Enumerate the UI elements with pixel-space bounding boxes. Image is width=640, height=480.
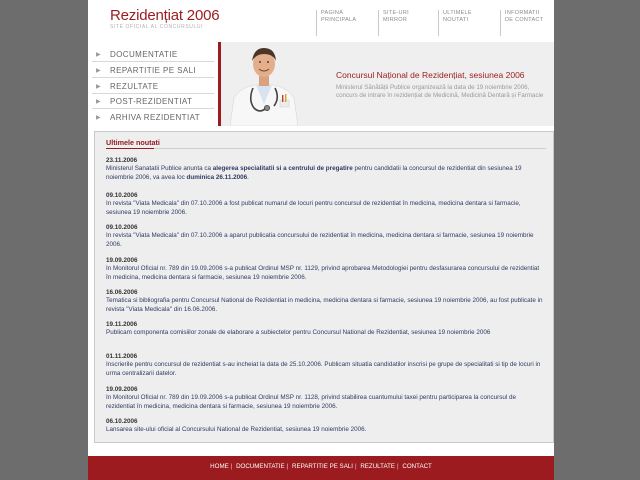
footer-link-repartitie[interactable]: REPARTITIE PE SALI bbox=[292, 463, 353, 470]
top-nav-home-line1: PAGINA bbox=[321, 10, 344, 16]
arrow-right-icon: ▶ bbox=[96, 68, 102, 74]
footer-link-home[interactable]: HOME bbox=[210, 463, 229, 470]
news-text-part: . bbox=[247, 173, 249, 181]
news-divider-accent bbox=[106, 148, 154, 149]
sidebar-menu bbox=[88, 42, 216, 126]
news-item bbox=[106, 386, 546, 411]
news-date: 19.09.2006 bbox=[106, 386, 138, 393]
news-date: 01.11.2006 bbox=[106, 353, 138, 360]
top-nav-contact-line2: DE CONTACT bbox=[505, 17, 544, 23]
hero-text: Ministerul Sănătății Publice organizează la data de 19 noiembrie 2006, concurs de intrare în rezidențiat de Medicină, Medicină Dentară și Farmacie bbox=[336, 84, 544, 99]
sidebar-item-arhiva[interactable] bbox=[92, 110, 214, 125]
top-nav-mirror-line1: SITE-URI bbox=[383, 10, 409, 16]
news-heading: Ultimele noutati bbox=[106, 138, 160, 147]
news-text-bold: alegerea specialitatii si a centrului de pregatire bbox=[212, 165, 353, 173]
footer-link-contact[interactable]: CONTACT bbox=[402, 463, 432, 470]
top-nav-home[interactable] bbox=[316, 10, 356, 36]
news-item bbox=[106, 289, 546, 314]
news-item bbox=[106, 418, 546, 435]
footer-link-documentatie[interactable]: DOCUMENTATIE bbox=[236, 463, 285, 470]
sidebar-item-repartitie[interactable] bbox=[92, 63, 214, 78]
news-date: 19.09.2006 bbox=[106, 257, 138, 264]
arrow-right-icon: ▶ bbox=[96, 99, 102, 105]
footer-separator: | bbox=[286, 463, 289, 470]
top-nav-contact[interactable] bbox=[500, 10, 543, 36]
footer-separator: | bbox=[354, 463, 357, 470]
footer-separator: | bbox=[397, 463, 399, 470]
news-date: 06.10.2006 bbox=[106, 418, 138, 425]
top-nav-home-line2: PRINCIPALA bbox=[321, 17, 357, 23]
top-nav-news[interactable] bbox=[438, 10, 472, 36]
page bbox=[88, 0, 554, 480]
footer-links bbox=[88, 463, 554, 470]
news-date: 23.11.2006 bbox=[106, 157, 138, 164]
sidebar-item-label: REZULTATE bbox=[110, 82, 159, 91]
top-nav-mirror-line2: MIRROR bbox=[383, 17, 408, 23]
top-nav-news-line1: ULTIMELE bbox=[443, 10, 472, 16]
arrow-right-icon: ▶ bbox=[96, 115, 102, 121]
sidebar-item-label: POST-REZIDENTIAT bbox=[110, 97, 193, 106]
news-text-bold: duminica 26.11.2006 bbox=[186, 173, 248, 181]
news-date: 16.06.2006 bbox=[106, 289, 138, 296]
footer bbox=[88, 456, 554, 480]
sidebar-item-label: REPARTITIE PE SALI bbox=[110, 66, 197, 75]
site-subtitle: SITE OFICIAL AL CONCURSULUI bbox=[110, 24, 204, 30]
news-date: 09.10.2006 bbox=[106, 192, 138, 199]
top-nav bbox=[316, 10, 554, 36]
footer-link-rezultate[interactable]: REZULTATE bbox=[360, 463, 396, 470]
top-nav-mirror[interactable] bbox=[378, 10, 409, 36]
news-text: In revista "Viata Medicala" din 07.10.2006 a aparut publicatia concursului de rezidentiat în medicina, medicina dentara si farmacie, sesiunea 19 noiembrie 2006. bbox=[106, 232, 534, 248]
top-nav-news-line2: NOUTATI bbox=[443, 17, 469, 23]
sidebar-item-documentatie[interactable] bbox=[92, 47, 214, 62]
news-date: 19.11.2006 bbox=[106, 321, 138, 328]
sidebar-item-label: ARHIVA REZIDENTIAT bbox=[110, 113, 201, 122]
hero-banner bbox=[218, 42, 554, 126]
sidebar-item-label: DOCUMENTATIE bbox=[110, 50, 178, 59]
news-divider bbox=[106, 148, 546, 149]
news-text: Publicam componenta comisiilor zonale de elaborare a subiectelor pentru Concursul National de Rezidentiat, sesiunea 19 noiembrie 2006 bbox=[106, 329, 491, 337]
news-item bbox=[106, 157, 546, 182]
news-date: 09.10.2006 bbox=[106, 224, 138, 231]
news-text: In Monitorul Oficial nr. 789 din 19.09.2006 s-a publicat Ordinul MSP nr. 1128, privind stabilirea cuantumului taxei pentru participarea la concursul de rezidentiat în medicina, medicina dentara si farmacie, sesiunea 19 noiembrie 2006. bbox=[106, 394, 516, 410]
news-box bbox=[94, 131, 554, 443]
sidebar-item-rezultate[interactable] bbox=[92, 79, 214, 94]
site-title[interactable]: Rezidențiat 2006 bbox=[110, 7, 220, 24]
footer-separator: | bbox=[230, 463, 233, 470]
sidebar-item-post-rezidentiat[interactable] bbox=[92, 94, 214, 109]
header bbox=[88, 0, 554, 40]
arrow-right-icon: ▶ bbox=[96, 52, 102, 58]
news-item bbox=[106, 257, 546, 282]
news-text: Lansarea site-ului oficial al Concursului National de Rezidentiat, sesiunea 19 noiembrie 2006. bbox=[106, 426, 367, 434]
news-item bbox=[106, 224, 546, 249]
news-item bbox=[106, 321, 546, 338]
news-text: In Monitorul Oficial nr. 789 din 19.09.2006 s-a publicat Ordinul MSP nr. 1129, privind aprobarea Metodologiei pentru desfasurarea concursului de rezidentiat în medicina, medicina dentara si farmacie, sesiunea 19 noiembrie 2006. bbox=[106, 265, 540, 281]
news-text-part: pentru candidatii la concursul de rezidentiat din sesiunea 19 noiembrie 2006, va avea loc bbox=[106, 165, 522, 181]
news-text: Inscrierile pentru concursul de rezidentiat s-au incheiat la data de 25.10.2006. Publicam situatia candidatilor inscrisi pe grupe de specialitati si tip de locuri in urma centralizarii datelor. bbox=[106, 361, 541, 377]
news-text: Tematica si bibliografia pentru Concursul National de Rezidentiat in medicina, medicina dentara si farmacie, sesiunea 19 noiembrie 2006, au fost publicate in revista "Viata Medicala" din 16.06.2006. bbox=[106, 297, 543, 313]
news-item bbox=[106, 353, 546, 378]
hero-accent-bar bbox=[218, 42, 221, 126]
top-nav-contact-line1: INFORMATII bbox=[505, 10, 540, 16]
news-text-part: Ministerul Sanatatii Publice anunta ca bbox=[106, 165, 213, 173]
arrow-right-icon: ▶ bbox=[96, 84, 102, 90]
doctor-illustration bbox=[226, 42, 302, 126]
news-text bbox=[106, 165, 522, 180]
news-text: In revista "Viata Medicala" din 07.10.2006 a fost publicat numarul de locuri pentru concursul de rezidentiat în medicina, medicina dentara si farmacie, sesiunea 19 noiembrie 2006. bbox=[106, 200, 521, 216]
news-item bbox=[106, 192, 546, 217]
hero-title: Concursul Național de Rezidențiat, sesiunea 2006 bbox=[336, 70, 525, 80]
